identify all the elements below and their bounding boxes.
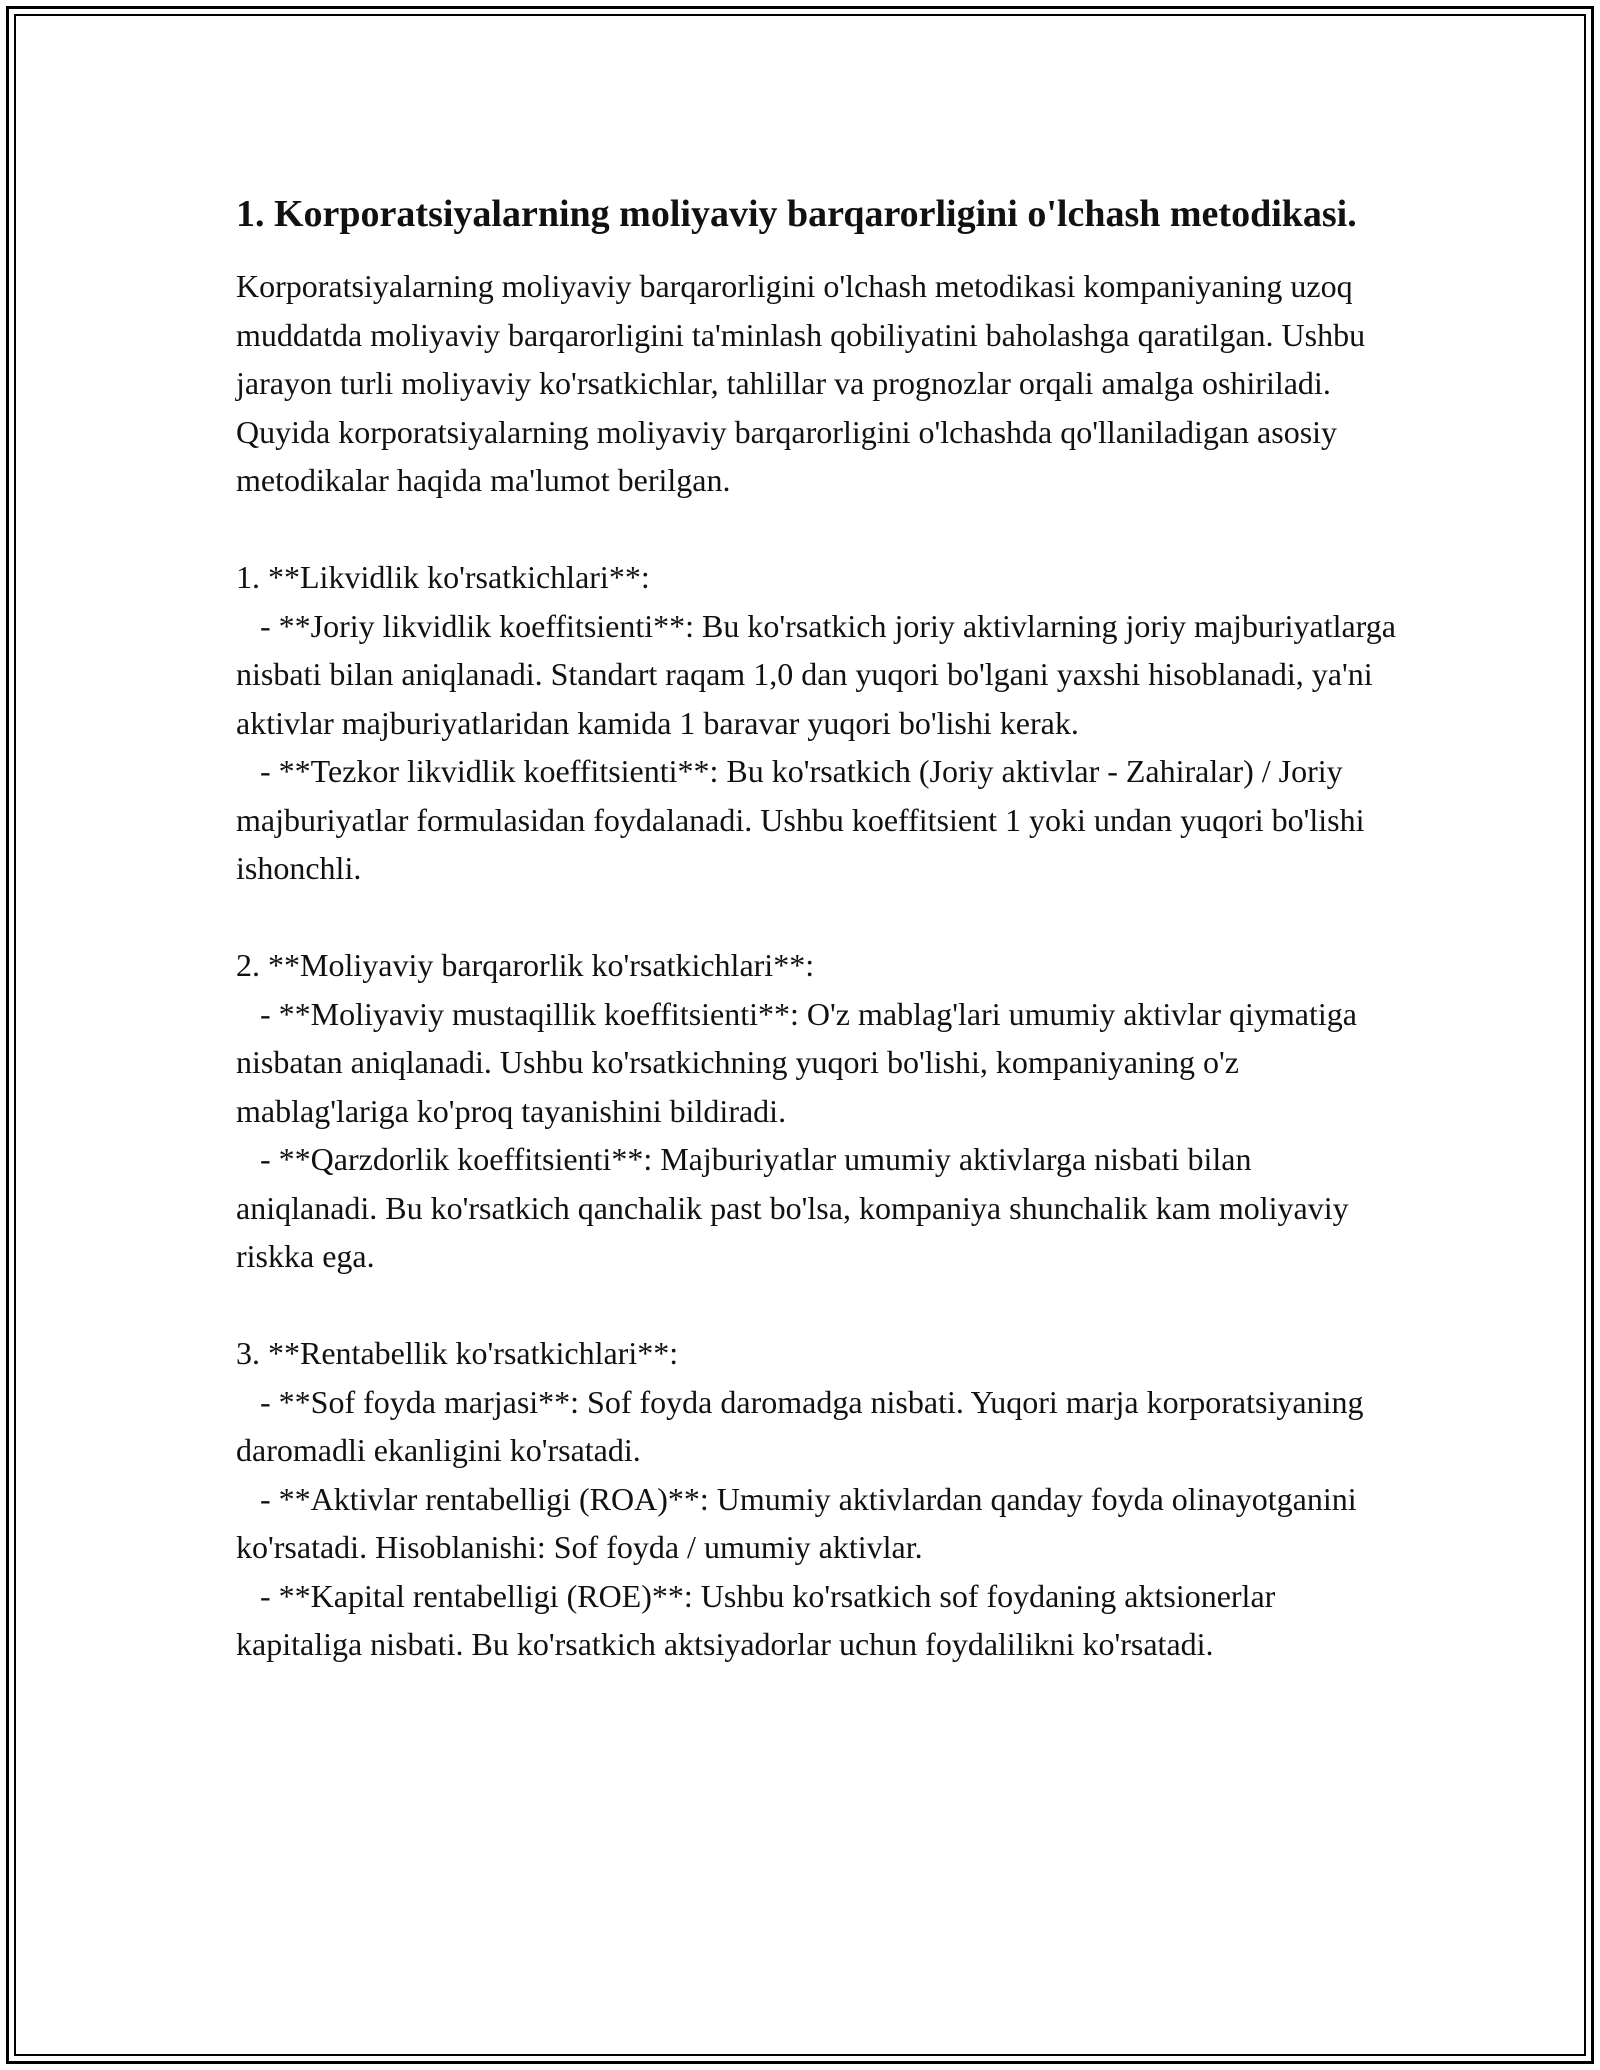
section-item: - **Tezkor likvidlik koeffitsienti**: Bu ko'rsatkich (Joriy aktivlar - Zahiralar) / Joriy majburiyatlar formulasidan foydalanadi. Ushbu koeffitsient 1 yoki undan yuqori bo'lishi ishonchli. — [236, 753, 1373, 886]
section-item: - **Sof foyda marjasi**: Sof foyda daromadga nisbati. Yuqori marja korporatsiyaning daromadli ekanligini ko'rsatadi. — [236, 1383, 1372, 1468]
document-title: 1. Korporatsiyalarning moliyaviy barqarorligini o'lchash metodikasi. — [236, 193, 1357, 235]
section-item: - **Kapital rentabelligi (ROE)**: Ushbu ko'rsatkich sof foydaning aktsionerlar kapitaliga nisbati. Bu ko'rsatkich aktsiyadorlar uchun foydalilikni ko'rsatadi. — [236, 1577, 1284, 1662]
document-body — [236, 186, 1404, 1669]
section-item: - **Aktivlar rentabelligi (ROA)**: Umumiy aktivlardan qanday foyda olinayotganini ko'rsatadi. Hisoblanishi: Sof foyda / umumiy aktivlar. — [236, 1480, 1365, 1565]
section-heading: 2. **Moliyaviy barqarorlik ko'rsatkichlari**: — [236, 947, 815, 983]
section-liquidity — [236, 553, 1404, 893]
section-profitability — [236, 1329, 1396, 1669]
section-item: - **Qarzdorlik koeffitsienti**: Majburiyatlar umumiy aktivlarga nisbati bilan aniqlanadi. Bu ko'rsatkich qanchalik past bo'lsa, kompaniya shunchalik kam moliyaviy riskka ega. — [236, 1141, 1357, 1274]
section-item: - **Joriy likvidlik koeffitsienti**: Bu ko'rsatkich joriy aktivlarning joriy majburiyatlarga nisbati bilan aniqlanadi. Standart raqam 1,0 dan yuqori bo'lgani yaxshi hisoblanadi, ya'ni aktivlar majburiyatlaridan kamida 1 baravar yuqori bo'lishi kerak. — [236, 607, 1404, 741]
section-heading: 3. **Rentabellik ko'rsatkichlari**: — [236, 1335, 679, 1371]
section-heading: 1. **Likvidlik ko'rsatkichlari**: — [236, 559, 650, 595]
section-financial-stability — [236, 941, 1396, 1281]
intro-paragraph: Korporatsiyalarning moliyaviy barqarorligini o'lchash metodikasi kompaniyaning uzoq muddatda moliyaviy barqarorligini ta'minlash qobiliyatini baholashga qaratilgan. Ushbu jarayon turli moliyaviy ko'rsatkichlar, tahlillar va prognozlar orqali amalga oshiriladi. Quyida korporatsiyalarning moliyaviy barqarorligini o'lchashda qo'llaniladigan asosiy metodikalar haqida ma'lumot berilgan. — [236, 268, 1374, 498]
section-item: - **Moliyaviy mustaqillik koeffitsienti**: O'z mablag'lari umumiy aktivlar qiymatiga nisbatan aniqlanadi. Ushbu ko'rsatkichning yuqori bo'lishi, kompaniyaning o'z mablag'lariga ko'proq tayanishini bildiradi. — [236, 995, 1365, 1129]
